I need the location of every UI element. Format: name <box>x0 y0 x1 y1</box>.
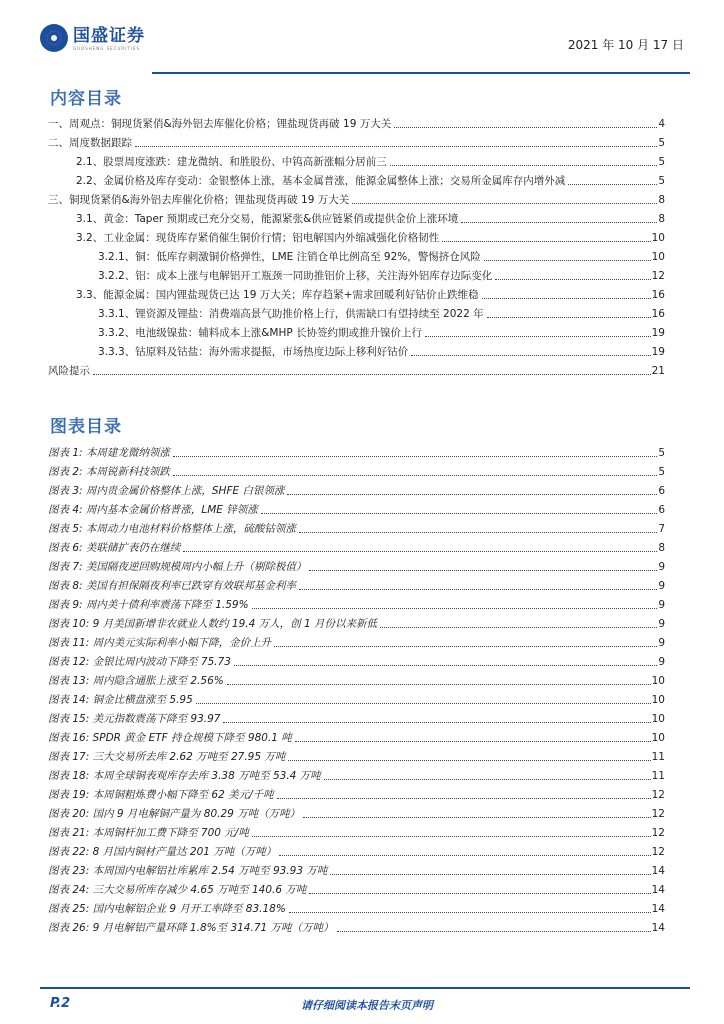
entry-title[interactable]: 3.2、工业金属：现货库存紧俏催生铜价行情；铝电解国内外缩减强化价格韧性 <box>76 232 440 244</box>
entry-title[interactable]: 图表 18: 本周全球铜表观库存去库 3.38 万吨至 53.4 万吨 <box>48 770 321 782</box>
figure-entry[interactable] <box>48 840 665 859</box>
figure-entry[interactable] <box>48 726 665 745</box>
entry-title[interactable]: 三、铜现货紧俏&海外铝去库催化价格；锂盐现货再破 19 万大关 <box>48 194 350 206</box>
figure-entry[interactable] <box>48 764 665 783</box>
dot-leader <box>484 260 651 261</box>
figure-entry[interactable] <box>48 555 665 574</box>
dot-leader <box>442 241 650 242</box>
entry-page: 9 <box>658 656 665 668</box>
entry-title[interactable]: 图表 26: 9 月电解铝产量环降 1.8%至 314.71 万吨（万吨） <box>48 922 334 934</box>
dot-leader <box>299 532 657 533</box>
entry-page: 10 <box>651 251 665 263</box>
dot-leader <box>380 627 657 628</box>
dot-leader <box>288 760 650 761</box>
figures-list <box>48 441 665 935</box>
footer-disclaimer: 请仔细阅读本报告末页声明 <box>301 999 433 1012</box>
dot-leader <box>324 779 651 780</box>
figure-entry[interactable] <box>48 745 665 764</box>
logo-english: GUOSHENG SECURITIES <box>73 45 141 51</box>
entry-title[interactable]: 3.3.3、钴原料及钴盐：海外需求提振，市场热度边际上移利好钴价 <box>98 346 409 358</box>
logo-icon <box>40 24 68 52</box>
figure-entry[interactable] <box>48 574 665 593</box>
toc-entry[interactable] <box>48 226 665 245</box>
entry-title[interactable]: 图表 15: 美元指数震荡下降至 93.97 <box>48 713 221 725</box>
entry-title[interactable]: 二、周度数据跟踪 <box>48 137 132 149</box>
dot-leader <box>461 222 657 223</box>
dot-leader <box>93 374 651 375</box>
dot-leader <box>299 589 657 590</box>
entry-title[interactable]: 图表 8: 美国有担保隔夜利率已跌穿有效联邦基金利率 <box>48 580 296 592</box>
entry-page: 10 <box>651 694 665 706</box>
entry-page: 5 <box>658 466 665 478</box>
figure-entry[interactable] <box>48 802 665 821</box>
dot-leader <box>303 817 650 818</box>
entry-title[interactable]: 图表 5: 本周动力电池材料价格整体上涨，硫酸钴领涨 <box>48 523 296 535</box>
entry-title[interactable]: 图表 10: 9 月美国新增非农就业人数约 19.4 万人，创 1 月份以来新低 <box>48 618 378 630</box>
entry-page: 5 <box>658 137 665 149</box>
entry-title[interactable]: 图表 23: 本周国内电解铝社库累库 2.54 万吨至 93.93 万吨 <box>48 865 328 877</box>
toc-entry[interactable] <box>48 112 665 131</box>
entry-page: 10 <box>651 232 665 244</box>
figure-entry[interactable] <box>48 878 665 897</box>
dot-leader <box>482 298 651 299</box>
figure-entry[interactable] <box>48 688 665 707</box>
toc-entry[interactable] <box>48 264 665 283</box>
dot-leader <box>289 912 651 913</box>
dot-leader <box>227 684 651 685</box>
figure-entry[interactable] <box>48 821 665 840</box>
dot-leader <box>274 646 657 647</box>
entry-page: 9 <box>658 561 665 573</box>
dot-leader <box>183 551 657 552</box>
entry-title[interactable]: 3.1、黄金：Taper 预期或已充分交易，能源紧张&供应链紧俏或提供金价上涨环境 <box>76 213 459 225</box>
entry-page: 8 <box>658 194 665 206</box>
entry-page: 6 <box>658 504 665 516</box>
dot-leader <box>234 665 657 666</box>
figure-entry[interactable] <box>48 498 665 517</box>
figure-entry[interactable] <box>48 460 665 479</box>
dot-leader <box>261 513 658 514</box>
header-divider <box>152 72 690 74</box>
entry-page: 10 <box>651 732 665 744</box>
toc-entry[interactable] <box>48 321 665 340</box>
entry-title[interactable]: 图表 1: 本周建龙微纳领涨 <box>48 447 170 459</box>
dot-leader <box>223 722 650 723</box>
toc-entry[interactable] <box>48 207 665 226</box>
dot-leader <box>196 703 651 704</box>
entry-title[interactable]: 2.2、金属价格及库存变动：金银整体上涨，基本金属普涨，能源金属整体上涨；交易所金属库存内增外减 <box>76 175 566 187</box>
dot-leader <box>568 184 657 185</box>
entry-page: 12 <box>651 846 665 858</box>
entry-title[interactable]: 风险提示 <box>48 365 90 377</box>
dot-leader <box>495 279 650 280</box>
entry-page: 11 <box>651 770 665 782</box>
entry-page: 7 <box>658 523 665 535</box>
figure-entry[interactable] <box>48 707 665 726</box>
figure-entry[interactable] <box>48 517 665 536</box>
dot-leader <box>287 494 657 495</box>
entry-title[interactable]: 图表 24: 三大交易所库存减少 4.65 万吨至 140.6 万吨 <box>48 884 307 896</box>
entry-page: 9 <box>658 580 665 592</box>
dot-leader <box>173 475 657 476</box>
entry-title[interactable]: 图表 11: 周内美元实际利率小幅下降，金价上升 <box>48 637 272 649</box>
entry-title[interactable]: 图表 17: 三大交易所去库 2.62 万吨至 27.95 万吨 <box>48 751 286 763</box>
entry-page: 19 <box>651 346 665 358</box>
entry-page: 21 <box>651 365 665 377</box>
entry-title[interactable]: 图表 12: 金银比周内波动下降至 75.73 <box>48 656 231 668</box>
entry-title[interactable]: 3.2.1、铜：低库存刺激铜价格弹性，LME 注销仓单比例高至 92%，警惕挤仓风险 <box>98 251 481 263</box>
toc-entry[interactable] <box>48 283 665 302</box>
toc-entry[interactable] <box>48 245 665 264</box>
page-number: P.2 <box>50 996 71 1011</box>
dot-leader <box>173 456 657 457</box>
entry-page: 12 <box>651 827 665 839</box>
dot-leader <box>330 874 650 875</box>
figure-entry[interactable] <box>48 783 665 802</box>
entry-title[interactable]: 图表 22: 8 月国内铜材产量达 201 万吨（万吨） <box>48 846 277 858</box>
entry-title[interactable]: 图表 4: 周内基本金属价格普涨，LME 锌领涨 <box>48 504 258 516</box>
figure-entry[interactable] <box>48 441 665 460</box>
figure-entry[interactable] <box>48 631 665 650</box>
entry-page: 11 <box>651 751 665 763</box>
toc-entry[interactable] <box>48 169 665 188</box>
entry-page: 4 <box>658 118 665 130</box>
dot-leader <box>295 741 651 742</box>
toc-entry[interactable] <box>48 340 665 359</box>
toc-entry[interactable] <box>48 150 665 169</box>
toc-title: 内容目录 <box>50 89 122 109</box>
figure-entry[interactable] <box>48 859 665 878</box>
entry-page: 10 <box>651 675 665 687</box>
dot-leader <box>487 317 651 318</box>
figure-entry[interactable] <box>48 593 665 612</box>
entry-title[interactable]: 图表 7: 美国隔夜逆回购规模周内小幅上升（剔除极值） <box>48 561 307 573</box>
entry-page: 12 <box>651 808 665 820</box>
figure-entry[interactable] <box>48 612 665 631</box>
dot-leader <box>135 146 657 147</box>
entry-page: 16 <box>651 308 665 320</box>
dot-leader <box>309 893 650 894</box>
figure-entry[interactable] <box>48 916 665 935</box>
dot-leader <box>352 203 657 204</box>
company-logo <box>40 24 145 52</box>
entry-page: 5 <box>658 156 665 168</box>
entry-title[interactable]: 2.1、股票周度涨跌：建龙微纳、和胜股份、中钨高新涨幅分居前三 <box>76 156 387 168</box>
dot-leader <box>425 336 651 337</box>
toc-entry[interactable] <box>48 188 665 207</box>
entry-title[interactable]: 图表 21: 本周铜杆加工费下降至 700 元/吨 <box>48 827 249 839</box>
figure-entry[interactable] <box>48 479 665 498</box>
entry-title[interactable]: 一、周观点：铜现货紧俏&海外铝去库催化价格；锂盐现货再破 19 万大关 <box>48 118 392 130</box>
dot-leader <box>252 608 658 609</box>
footer-divider <box>40 987 690 989</box>
entry-page: 5 <box>658 447 665 459</box>
figure-entry[interactable] <box>48 650 665 669</box>
entry-title[interactable]: 图表 19: 本周铜粗炼费小幅下降至 62 美元/千吨 <box>48 789 274 801</box>
entry-page: 14 <box>651 922 665 934</box>
entry-title[interactable]: 3.3.2、电池级镍盐：辅料成本上涨&MHP 长协签约期或推升镍价上行 <box>98 327 423 339</box>
entry-page: 14 <box>651 865 665 877</box>
entry-title[interactable]: 图表 9: 周内美十债利率震荡下降至 1.59% <box>48 599 249 611</box>
entry-title[interactable]: 图表 25: 国内电解铝企业 9 月开工率降至 83.18% <box>48 903 286 915</box>
entry-page: 10 <box>651 713 665 725</box>
figure-entry[interactable] <box>48 536 665 555</box>
entry-title[interactable]: 图表 16: SPDR 黄金 ETF 持仓规模下降至 980.1 吨 <box>48 732 292 744</box>
entry-page: 14 <box>651 884 665 896</box>
entry-page: 12 <box>651 270 665 282</box>
entry-page: 9 <box>658 637 665 649</box>
entry-title[interactable]: 图表 14: 铜金比横盘涨至 5.95 <box>48 694 193 706</box>
entry-title[interactable]: 图表 3: 周内贵金属价格整体上涨，SHFE 白银领涨 <box>48 485 285 497</box>
toc-entry[interactable] <box>48 359 665 378</box>
entry-title[interactable]: 3.2.2、铝：成本上涨与电解铝开工瓶颈一同助推铝价上移，关注海外铝库存边际变化 <box>98 270 493 282</box>
dot-leader <box>394 127 657 128</box>
entry-page: 9 <box>658 618 665 630</box>
dot-leader <box>411 355 650 356</box>
entry-title[interactable]: 3.3、能源金属：国内锂盐现货已达 19 万大关；库存趋紧+需求回暖利好钴价止跌维稳 <box>76 289 479 301</box>
logo-name: 国盛证券 <box>73 25 145 46</box>
contents-list <box>48 112 665 378</box>
entry-title[interactable]: 图表 6: 美联储扩表仍在继续 <box>48 542 181 554</box>
dot-leader <box>277 798 651 799</box>
entry-page: 6 <box>658 485 665 497</box>
figure-entry[interactable] <box>48 669 665 688</box>
dot-leader <box>279 855 650 856</box>
figures-title: 图表目录 <box>50 417 122 437</box>
toc-entry[interactable] <box>48 302 665 321</box>
entry-title[interactable]: 3.3.1、锂资源及锂盐：消费端高景气助推价格上行，供需缺口有望持续至 2022 年 <box>98 308 484 320</box>
dot-leader <box>309 570 657 571</box>
entry-page: 12 <box>651 789 665 801</box>
entry-title[interactable]: 图表 20: 国内 9 月电解铜产量为 80.29 万吨（万吨） <box>48 808 301 820</box>
entry-page: 16 <box>651 289 665 301</box>
entry-page: 9 <box>658 599 665 611</box>
report-date: 2021 年 10 月 17 日 <box>567 38 684 52</box>
dot-leader <box>337 931 651 932</box>
dot-leader <box>252 836 651 837</box>
dot-leader <box>390 165 658 166</box>
entry-page: 5 <box>658 175 665 187</box>
entry-page: 8 <box>658 213 665 225</box>
entry-title[interactable]: 图表 2: 本周锐新科技领跌 <box>48 466 170 478</box>
entry-page: 14 <box>651 903 665 915</box>
entry-title[interactable]: 图表 13: 周内隐含通胀上涨至 2.56% <box>48 675 224 687</box>
toc-entry[interactable] <box>48 131 665 150</box>
entry-page: 19 <box>651 327 665 339</box>
entry-page: 8 <box>658 542 665 554</box>
figure-entry[interactable] <box>48 897 665 916</box>
